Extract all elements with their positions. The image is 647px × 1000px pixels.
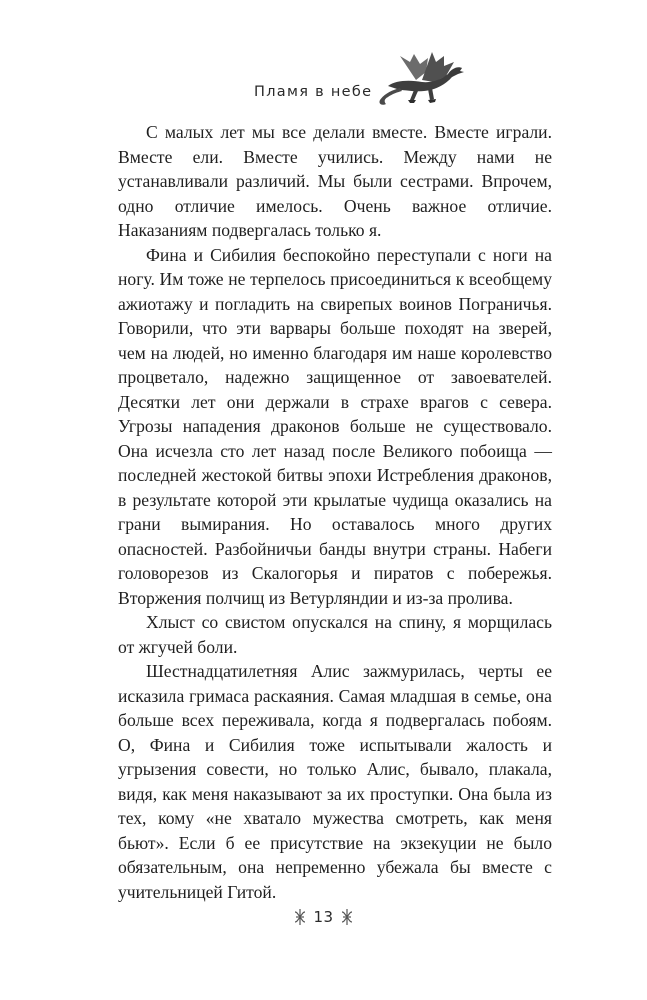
page-number: 13 bbox=[313, 908, 334, 926]
page-footer bbox=[0, 905, 647, 929]
paragraph: С малых лет мы все делали вместе. Вместе играли. Вместе ели. Вместе учились. Между нами не устанавливали различий. Мы были сестрами. Впрочем, одно отличие имелось. Очень важное отличие. Наказаниям подвергалась только я. bbox=[118, 122, 552, 240]
fleuron-ornament-icon bbox=[340, 908, 354, 926]
body-text bbox=[118, 120, 552, 904]
fleuron-ornament-icon bbox=[293, 908, 307, 926]
dragon-icon bbox=[370, 50, 466, 110]
running-title: Пламя в небе bbox=[254, 84, 373, 100]
paragraph: Хлыст со свистом опускался на спину, я морщилась от жгучей боли. bbox=[118, 612, 552, 657]
paragraph: Шестнадцатилетняя Алис зажмурилась, черты ее исказила гримаса раскаяния. Самая младшая в семье, она больше всех переживала, когда я подвергалась побоям. О, Фина и Сибилия тоже испытывали жалость и угрызения совести, но только Алис, бывало, плакала, видя, как меня наказывают за их проступки. Она была из тех, кому «не хватало мужества смотреть, как меня бьют». Если б ее присутствие на экзекуции не было обязательным, она непременно убежала бы вместе с учительницей Гитой. bbox=[118, 661, 552, 902]
running-head bbox=[0, 48, 647, 118]
paragraph: Фина и Сибилия беспокойно переступали с ноги на ногу. Им тоже не терпелось присоединиться к всеобщему ажиотажу и погладить на свирепых воинов Пограничья. Говорили, что эти варвары больше походят на зверей, чем на людей, но именно благодаря им наше королевство процветало, надежно защищенное от завоевателей. Десятки лет они держали в страхе врагов с севера. Угрозы нападения драконов больше не существовало. Она исчезла сто лет назад после Великого побоища — последней жестокой битвы эпохи Истребления драконов, в результате которой эти крылатые чудища оказались на грани вымирания. Но оставалось много других опасностей. Разбойничьи банды внутри страны. Набеги головорезов из Скалогорья и пиратов с побережья. Вторжения полчищ из Ветурляндии и из-за пролива. bbox=[118, 244, 552, 608]
